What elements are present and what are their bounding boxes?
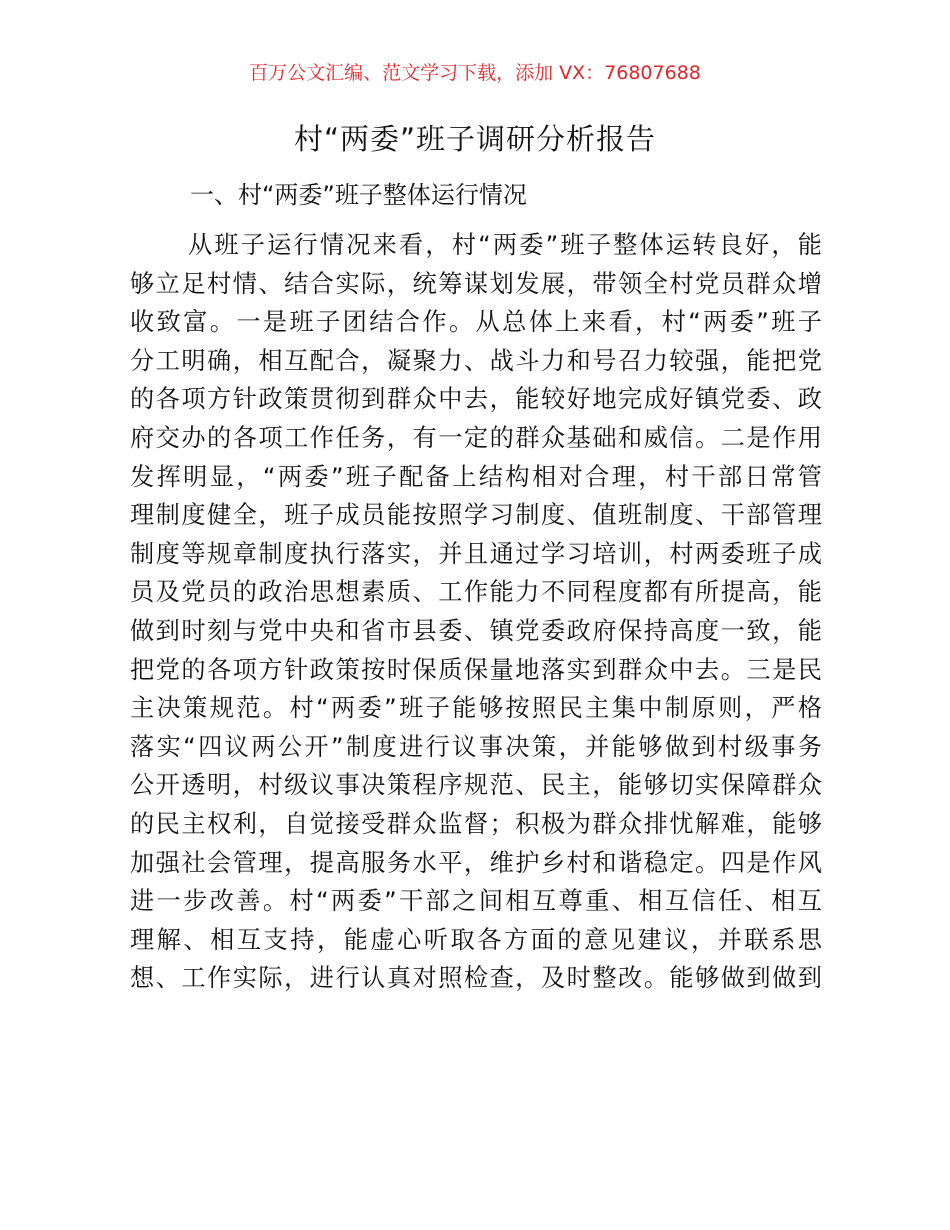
section-heading: 一、村“两委”班子整体运行情况 (190, 181, 527, 209)
watermark-banner: 百万公文汇编、范文学习下载，添加 VX：76807688 (249, 62, 701, 84)
paragraph-line: 分工明确，相互配合，凝聚力、战斗力和号召力较强，能把党 (130, 346, 822, 375)
paragraph-line: 主决策规范。村“两委”班子能够按照民主集中制原则，严格 (130, 694, 822, 723)
paragraph-line: 理制度健全，班子成员能按照学习制度、值班制度、干部管理 (130, 501, 822, 530)
paragraph-line: 发挥明显，“两委”班子配备上结构相对合理，村干部日常管 (130, 462, 822, 491)
paragraph-line: 收致富。一是班子团结合作。从总体上来看，村“两委”班子 (130, 308, 822, 337)
paragraph-line: 府交办的各项工作任务，有一定的群众基础和威信。二是作用 (130, 423, 822, 452)
paragraph-line: 从班子运行情况来看，村“两委”班子整体运转良好，能 (188, 231, 822, 259)
paragraph-line: 够立足村情、结合实际，统筹谋划发展，带领全村党员群众增 (130, 269, 822, 298)
paragraph-line: 加强社会管理，提高服务水平，维护乡村和谐稳定。四是作风 (130, 848, 822, 877)
paragraph-line: 的各项方针政策贯彻到群众中去，能较好地完成好镇党委、政 (130, 385, 822, 414)
paragraph-line: 做到时刻与党中央和省市县委、镇党委政府保持高度一致，能 (130, 616, 822, 645)
paragraph-line: 员及党员的政治思想素质、工作能力不同程度都有所提高，能 (130, 578, 822, 607)
body-paragraph (130, 226, 822, 998)
paragraph-line: 制度等规章制度执行落实，并且通过学习培训，村两委班子成 (130, 539, 822, 568)
paragraph-line: 想、工作实际，进行认真对照检查，及时整改。能够做到做到 (130, 964, 822, 993)
paragraph-line: 落实“四议两公开”制度进行议事决策，并能够做到村级事务 (130, 732, 822, 761)
paragraph-line: 理解、相互支持，能虚心听取各方面的意见建议，并联系思 (130, 925, 822, 954)
paragraph-line: 把党的各项方针政策按时保质保量地落实到群众中去。三是民 (130, 655, 822, 684)
paragraph-line: 的民主权利，自觉接受群众监督；积极为群众排忧解难，能够 (130, 809, 822, 838)
paragraph-line: 进一步改善。村“两委”干部之间相互尊重、相互信任、相互 (130, 887, 822, 916)
paragraph-line: 公开透明，村级议事决策程序规范、民主，能够切实保障群众 (130, 771, 822, 800)
document-title: 村“两委”班子调研分析报告 (293, 122, 657, 156)
